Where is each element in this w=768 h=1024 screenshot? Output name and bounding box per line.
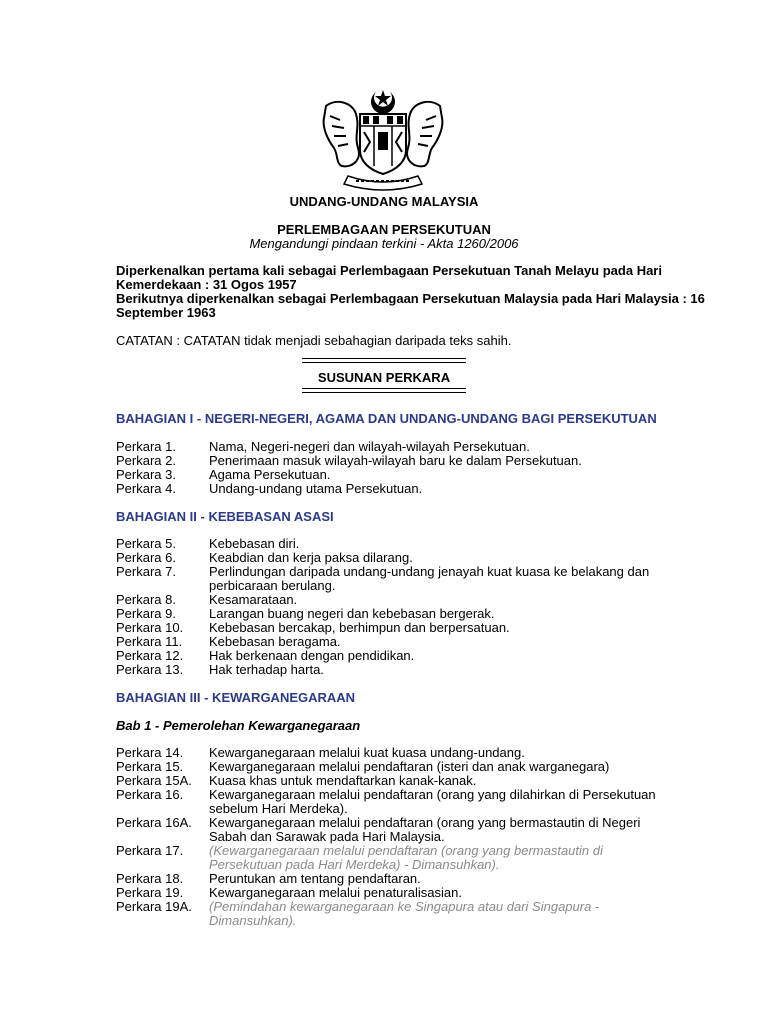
amendment-line: Mengandungi pindaan terkini - Akta 1260/2006 — [249, 236, 519, 251]
toc-heading: SUSUNAN PERKARA — [317, 370, 451, 385]
document-subtitle: PERLEMBAGAAN PERSEKUTUAN — [277, 222, 491, 237]
list-item-repealed — [116, 900, 676, 928]
article-title: Kewarganegaraan melalui pendaftaran (orang yang dilahirkan di Persekutuan sebelum Hari Merdeka). — [209, 787, 656, 816]
list-item — [116, 635, 676, 649]
divider-bottom-2 — [302, 392, 466, 393]
list-item — [116, 816, 676, 844]
list-item — [116, 788, 676, 816]
list-item — [116, 593, 676, 607]
part-2-list — [116, 537, 676, 677]
list-item — [116, 440, 676, 454]
article-title: Kebebasan bercakap, berhimpun dan berpersatuan. — [209, 620, 510, 635]
article-title: (Pemindahan kewarganegaraan ke Singapura atau dari Singapura - Dimansuhkan). — [209, 899, 600, 928]
article-number: Perkara 3. — [116, 467, 176, 482]
list-item — [116, 551, 676, 565]
article-number: Perkara 4. — [116, 481, 176, 496]
article-title: Kewarganegaraan melalui kuat kuasa undang-undang. — [209, 745, 525, 760]
list-item — [116, 886, 676, 900]
article-title: Kewarganegaraan melalui pendaftaran (orang yang bermastautin di Negeri Sabah dan Sarawak pada Hari Malaysia. — [209, 815, 641, 844]
article-number: Perkara 19. — [116, 885, 184, 900]
malaysia-coat-of-arms-icon — [318, 88, 448, 192]
article-title: Penerimaan masuk wilayah-wilayah baru ke dalam Persekutuan. — [209, 453, 582, 468]
article-number: Perkara 9. — [116, 606, 176, 621]
article-title: Kesamarataan. — [209, 592, 298, 607]
list-item — [116, 537, 676, 551]
article-number: Perkara 13. — [116, 662, 184, 677]
article-title: Hak terhadap harta. — [209, 662, 324, 677]
list-item — [116, 468, 676, 482]
part-3-list — [116, 746, 676, 928]
list-item — [116, 760, 676, 774]
article-number: Perkara 6. — [116, 550, 176, 565]
article-number: Perkara 8. — [116, 592, 176, 607]
article-title: Kewarganegaraan melalui penaturalisasian. — [209, 885, 462, 900]
article-title: Larangan buang negeri dan kebebasan bergerak. — [209, 606, 495, 621]
divider-top-2 — [302, 362, 466, 363]
part-1-list — [116, 440, 676, 496]
article-title: Nama, Negeri-negeri dan wilayah-wilayah Persekutuan. — [209, 439, 530, 454]
part-3-heading: BAHAGIAN III - KEWARGANEGARAAN — [116, 690, 356, 705]
article-title: Undang-undang utama Persekutuan. — [209, 481, 423, 496]
article-title: Agama Persekutuan. — [209, 467, 331, 482]
list-item — [116, 663, 676, 677]
article-title: Kebebasan diri. — [209, 536, 300, 551]
list-item — [116, 607, 676, 621]
article-title: Kuasa khas untuk mendaftarkan kanak-kanak. — [209, 773, 477, 788]
article-title: Peruntukan am tentang pendaftaran. — [209, 871, 421, 886]
article-number: Perkara 5. — [116, 536, 176, 551]
article-number: Perkara 14. — [116, 745, 184, 760]
intro-second: Berikutnya diperkenalkan sebagai Perlembagaan Persekutuan Malaysia pada Hari Malaysia : 16 September 1963 — [116, 291, 705, 320]
document-title: UNDANG-UNDANG MALAYSIA — [289, 194, 479, 209]
part-2-heading: BAHAGIAN II - KEBEBASAN ASASI — [116, 509, 334, 524]
article-number: Perkara 11. — [116, 634, 183, 649]
intro-first: Diperkenalkan pertama kali sebagai Perlembagaan Persekutuan Tanah Melayu pada Hari Kemerdekaan : 31 Ogos 1957 — [116, 263, 662, 292]
article-number: Perkara 16A. — [116, 815, 192, 830]
list-item-repealed — [116, 844, 676, 872]
article-number: Perkara 15A. — [116, 773, 192, 788]
divider-bottom — [302, 388, 466, 389]
article-number: Perkara 7. — [116, 564, 176, 579]
list-item — [116, 774, 676, 788]
article-number: Perkara 16. — [116, 787, 184, 802]
article-number: Perkara 1. — [116, 439, 176, 454]
article-number: Perkara 19A. — [116, 899, 192, 914]
article-number: Perkara 12. — [116, 648, 184, 663]
chapter-1-heading: Bab 1 - Pemerolehan Kewarganegaraan — [116, 718, 361, 733]
article-number: Perkara 15. — [116, 759, 184, 774]
article-title: Kewarganegaraan melalui pendaftaran (isteri dan anak warganegara) — [209, 759, 610, 774]
list-item — [116, 746, 676, 760]
article-number: Perkara 10. — [116, 620, 184, 635]
list-item — [116, 649, 676, 663]
list-item — [116, 482, 676, 496]
article-title: (Kewarganegaraan melalui pendaftaran (orang yang bermastautin di Persekutuan pada Hari Merdeka) - Dimansuhkan). — [209, 843, 603, 872]
article-title: Kebebasan beragama. — [209, 634, 341, 649]
article-title: Perlindungan daripada undang-undang jenayah kuat kuasa ke belakang dan perbicaraan berulang. — [209, 564, 650, 593]
article-number: Perkara 17. — [116, 843, 184, 858]
note-text: CATATAN : CATATAN tidak menjadi sebahagian daripada teks sahih. — [116, 333, 512, 348]
list-item — [116, 872, 676, 886]
article-number: Perkara 18. — [116, 871, 184, 886]
list-item — [116, 621, 676, 635]
article-title: Keabdian dan kerja paksa dilarang. — [209, 550, 413, 565]
article-title: Hak berkenaan dengan pendidikan. — [209, 648, 415, 663]
list-item — [116, 454, 676, 468]
divider-top — [302, 358, 466, 359]
article-number: Perkara 2. — [116, 453, 176, 468]
part-1-heading: BAHAGIAN I - NEGERI-NEGERI, AGAMA DAN UNDANG-UNDANG BAGI PERSEKUTUAN — [116, 411, 657, 426]
list-item — [116, 565, 676, 593]
